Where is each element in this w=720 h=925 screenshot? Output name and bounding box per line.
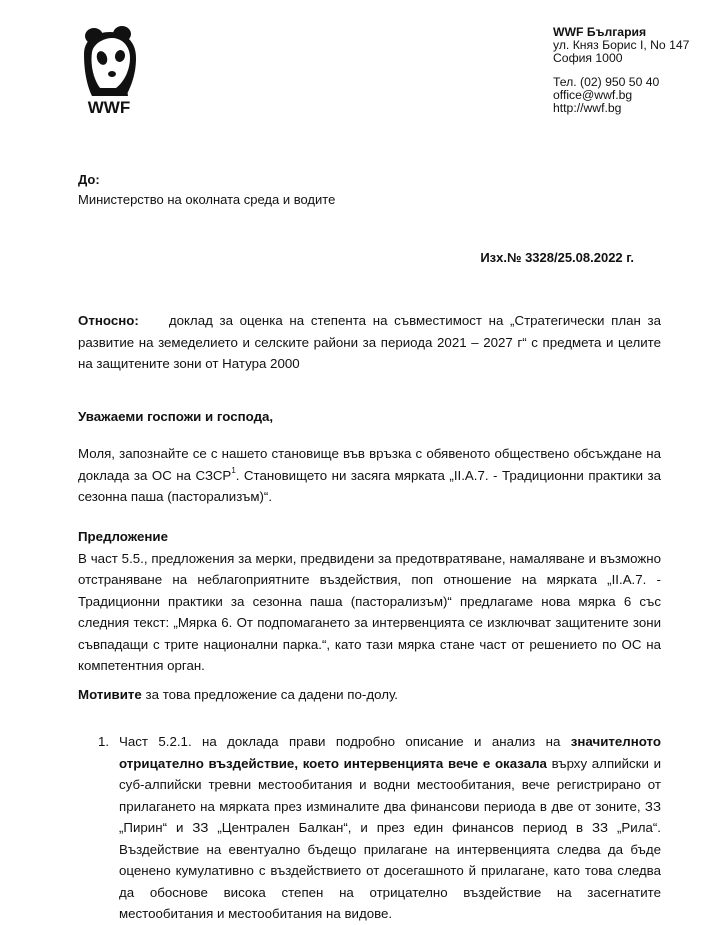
proposal-text: В част 5.5., предложения за мерки, предвидени за предотвратяване, намаляване и възможно отстраняване на неблагоприятните въздействия, поп отношение на мярката „II.A.7. - Традиционни практики за сезонна паша (пасторализъм)“ предлагаме нова мярка 6 със следния текст: „Мярка 6. От подпомагането за интервенцията се изключват защитените зони съвпадащи с трите национални парка.“, като тази мярка стане част от решението по ОС на компетентния орган. [78,550,661,673]
intro-text-2: . Становището ни засяга мярката „II.A.7. - Традиционни практики за сезонна паша (пасторализъм)“. [78,467,662,504]
address-line-2: София 1000 [553,51,623,65]
address-line-1: ул. Княз Борис I, No 147 [553,38,690,52]
list-item-text [119,731,661,925]
list-item-text-1: Част 5.2.1. на доклада прави подробно описание и анализ на [119,734,571,749]
intro-paragraph [78,443,661,508]
phone-number: Тел. (02) 950 50 40 [553,75,660,89]
subject-paragraph [78,310,661,375]
logo-wordmark: WWF [87,98,131,116]
motives-paragraph [78,684,661,706]
greeting: Уважаеми госпожи и господа, [78,409,274,424]
wwf-logo [76,24,142,116]
footnote-mark[interactable]: 1 [231,466,236,476]
subject-label: Относно: [78,313,139,328]
intro-text-1: Моля, запознайте се с нашето становище във връзка с обявеното обществено обсъждане на доклада за ОС на СЗСР [78,446,661,483]
motives-bold: Мотивите [78,687,142,702]
email-address[interactable]: office@wwf.bg [553,88,633,102]
addressee-label: До: [78,172,100,187]
organization-name: WWF България [553,25,647,39]
addressee-text: Министерство на околната среда и водите [78,192,336,207]
list-item-number: 1. [98,734,110,749]
motives-rest: за това предложение са дадени по-долу. [141,687,398,702]
reference-number: Изх.№ 3328/25.08.2022 г. [480,250,634,265]
subject-text: доклад за оценка на степента на съвместимост на „Стратегически план за развитие на земеделието и селските райони за периода 2021 – 2027 г“ с предмета и целите на защитените зони от Натура 2000 [78,313,661,371]
panda-icon [76,24,142,116]
list-item-text-2: върху алпийски и суб-алпийски тревни местообитания и водни местообитания, вече регистрирано от прилагането на мярката през изминалите два финансови периода в две от зоните, ЗЗ „Пирин“ и ЗЗ „Централен Балкан“, и през един финансов период в ЗЗ „Рила“. Въздействие на евентуално бъдещо прилагане на интервенцията следва да бъде оценено кумулативно с въздействието от досегашното й прилагане, като това следва да обоснове висока степен на отрицателно въздействие на засегнатите местообитания и местообитания на видове. [119,755,661,921]
proposal-heading: Предложение [78,529,168,544]
website-link[interactable]: http://wwf.bg [553,101,622,115]
proposal-section [78,526,661,677]
list-item-bold: значителното отрицателно въздействие, което интервенцията вече е оказала [119,734,661,771]
organization-contact-block [553,26,689,115]
